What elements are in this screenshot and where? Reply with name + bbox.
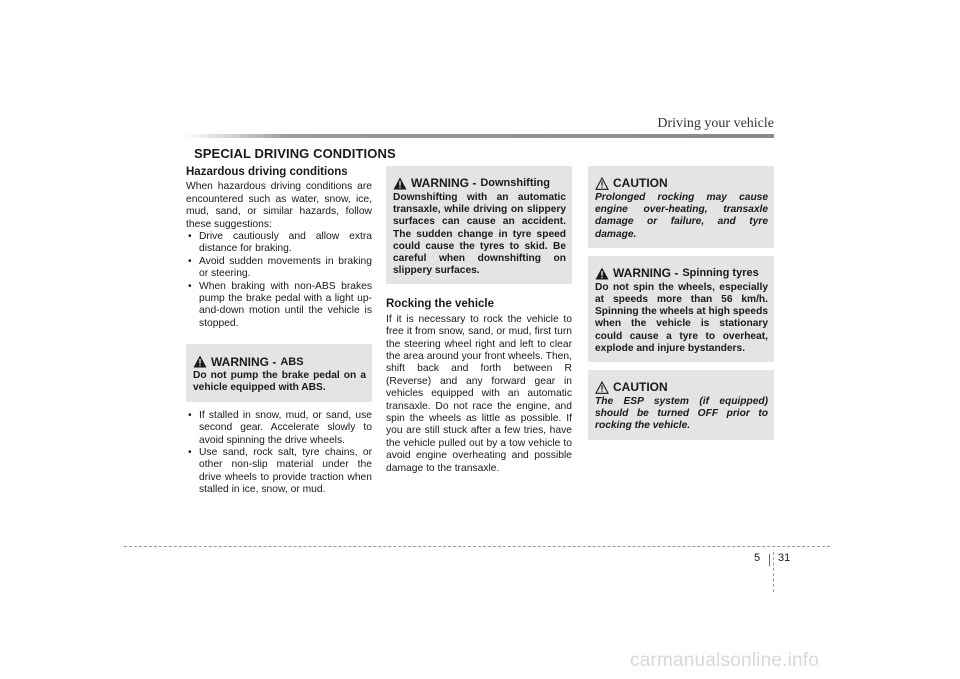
bullet-list-bottom	[186, 410, 372, 497]
header-title: Driving your vehicle	[657, 116, 774, 131]
rocking-body: If it is necessary to rock the vehicle to free it from snow, sand, or mud, first turn the steering wheel right and left to clear the area around your front wheels. Then, shift back and forth between R (Reverse) and any forward gear in vehicles equipped with an automatic transaxle. Do not race the engine, and spin the wheels as little as possible. If you are still stuck after a few tries, have the vehicle pulled out by a tow vehicle to avoid engine overheating and possible damage to the transaxle.	[386, 313, 572, 474]
bullet-icon: •	[188, 255, 192, 267]
warning-triangle-icon	[595, 267, 609, 280]
bullet-list-top	[186, 231, 372, 330]
warning-triangle-icon	[193, 355, 207, 368]
page-divider	[769, 554, 770, 566]
warning-body: Do not pump the brake pedal on a vehicle equipped with ABS.	[193, 370, 366, 394]
warning-body: Downshifting with an automatic transaxle, while driving on slippery surfaces can cause an accident. The sudden change in tyre speed could cause the tyres to skid. Be careful when downshifting on slippery surfaces.	[393, 192, 566, 277]
list-item: • Avoid sudden movements in braking or steering.	[188, 255, 372, 280]
warning-title: WARNING -	[411, 176, 477, 191]
list-item: • If stalled in snow, mud, or sand, use second gear. Accelerate slowly to avoid spinning the drive wheels.	[188, 409, 372, 446]
watermark-text: carmanualsonline.info	[630, 650, 820, 671]
bullet-icon: •	[188, 231, 192, 243]
header-rule	[184, 134, 774, 138]
list-item: • When braking with non-ABS brakes pump the brake pedal with a light up-and-down motion until the vehicle is stopped.	[188, 280, 372, 329]
caution-box-rocking	[588, 166, 774, 248]
warning-subtitle: ABS	[280, 355, 304, 368]
warning-box-downshifting	[386, 166, 572, 284]
rocking-heading: Rocking the vehicle	[386, 298, 495, 311]
list-item: • Drive cautiously and allow extra distance for braking.	[188, 231, 372, 255]
bullet-icon: •	[188, 409, 192, 421]
warning-body: Do not spin the wheels, especially at speeds more than 56 km/h. Spinning the wheels at high speeds when the vehicle is stationary could cause a tyre to overheat, explode and injure bystanders.	[595, 281, 768, 354]
column-1	[186, 166, 372, 497]
warning-title: WARNING -	[211, 354, 277, 369]
warning-title: WARNING -	[613, 266, 679, 281]
hazardous-intro: When hazardous driving conditions are encountered such as water, snow, ice, mud, sand, or similar hazards, follow these suggestions:	[186, 181, 372, 230]
warning-box-spinning-tyres	[588, 256, 774, 362]
caution-title: CAUTION	[613, 380, 668, 395]
column-3	[588, 166, 774, 440]
warning-triangle-icon	[393, 177, 407, 190]
hazardous-heading: Hazardous driving conditions	[186, 166, 348, 178]
chapter-number: 5	[754, 552, 761, 564]
bullet-icon: •	[188, 446, 192, 458]
warning-box-abs	[186, 344, 372, 401]
section-title: SPECIAL DRIVING CONDITIONS	[194, 146, 396, 161]
footer-vertical-rule	[773, 552, 774, 592]
footer-rule	[124, 546, 830, 547]
caution-triangle-icon	[595, 381, 609, 394]
warning-subtitle: Spinning tyres	[682, 267, 759, 280]
list-item: • Use sand, rock salt, tyre chains, or other non-slip material under the drive wheels to provide traction when stalled in ice, snow, or mud.	[188, 446, 372, 496]
column-2	[386, 166, 572, 475]
caution-title: CAUTION	[613, 176, 668, 191]
caution-box-esp	[588, 370, 774, 440]
bullet-icon: •	[188, 280, 192, 292]
caution-body: The ESP system (if equipped) should be turned OFF prior to rocking the vehicle.	[595, 396, 768, 432]
page-number: 31	[778, 552, 791, 564]
warning-subtitle: Downshifting	[480, 177, 550, 190]
caution-triangle-icon	[595, 177, 609, 190]
caution-body: Prolonged rocking may cause engine over-heating, transaxle damage or failure, and tyre damage.	[595, 192, 768, 240]
